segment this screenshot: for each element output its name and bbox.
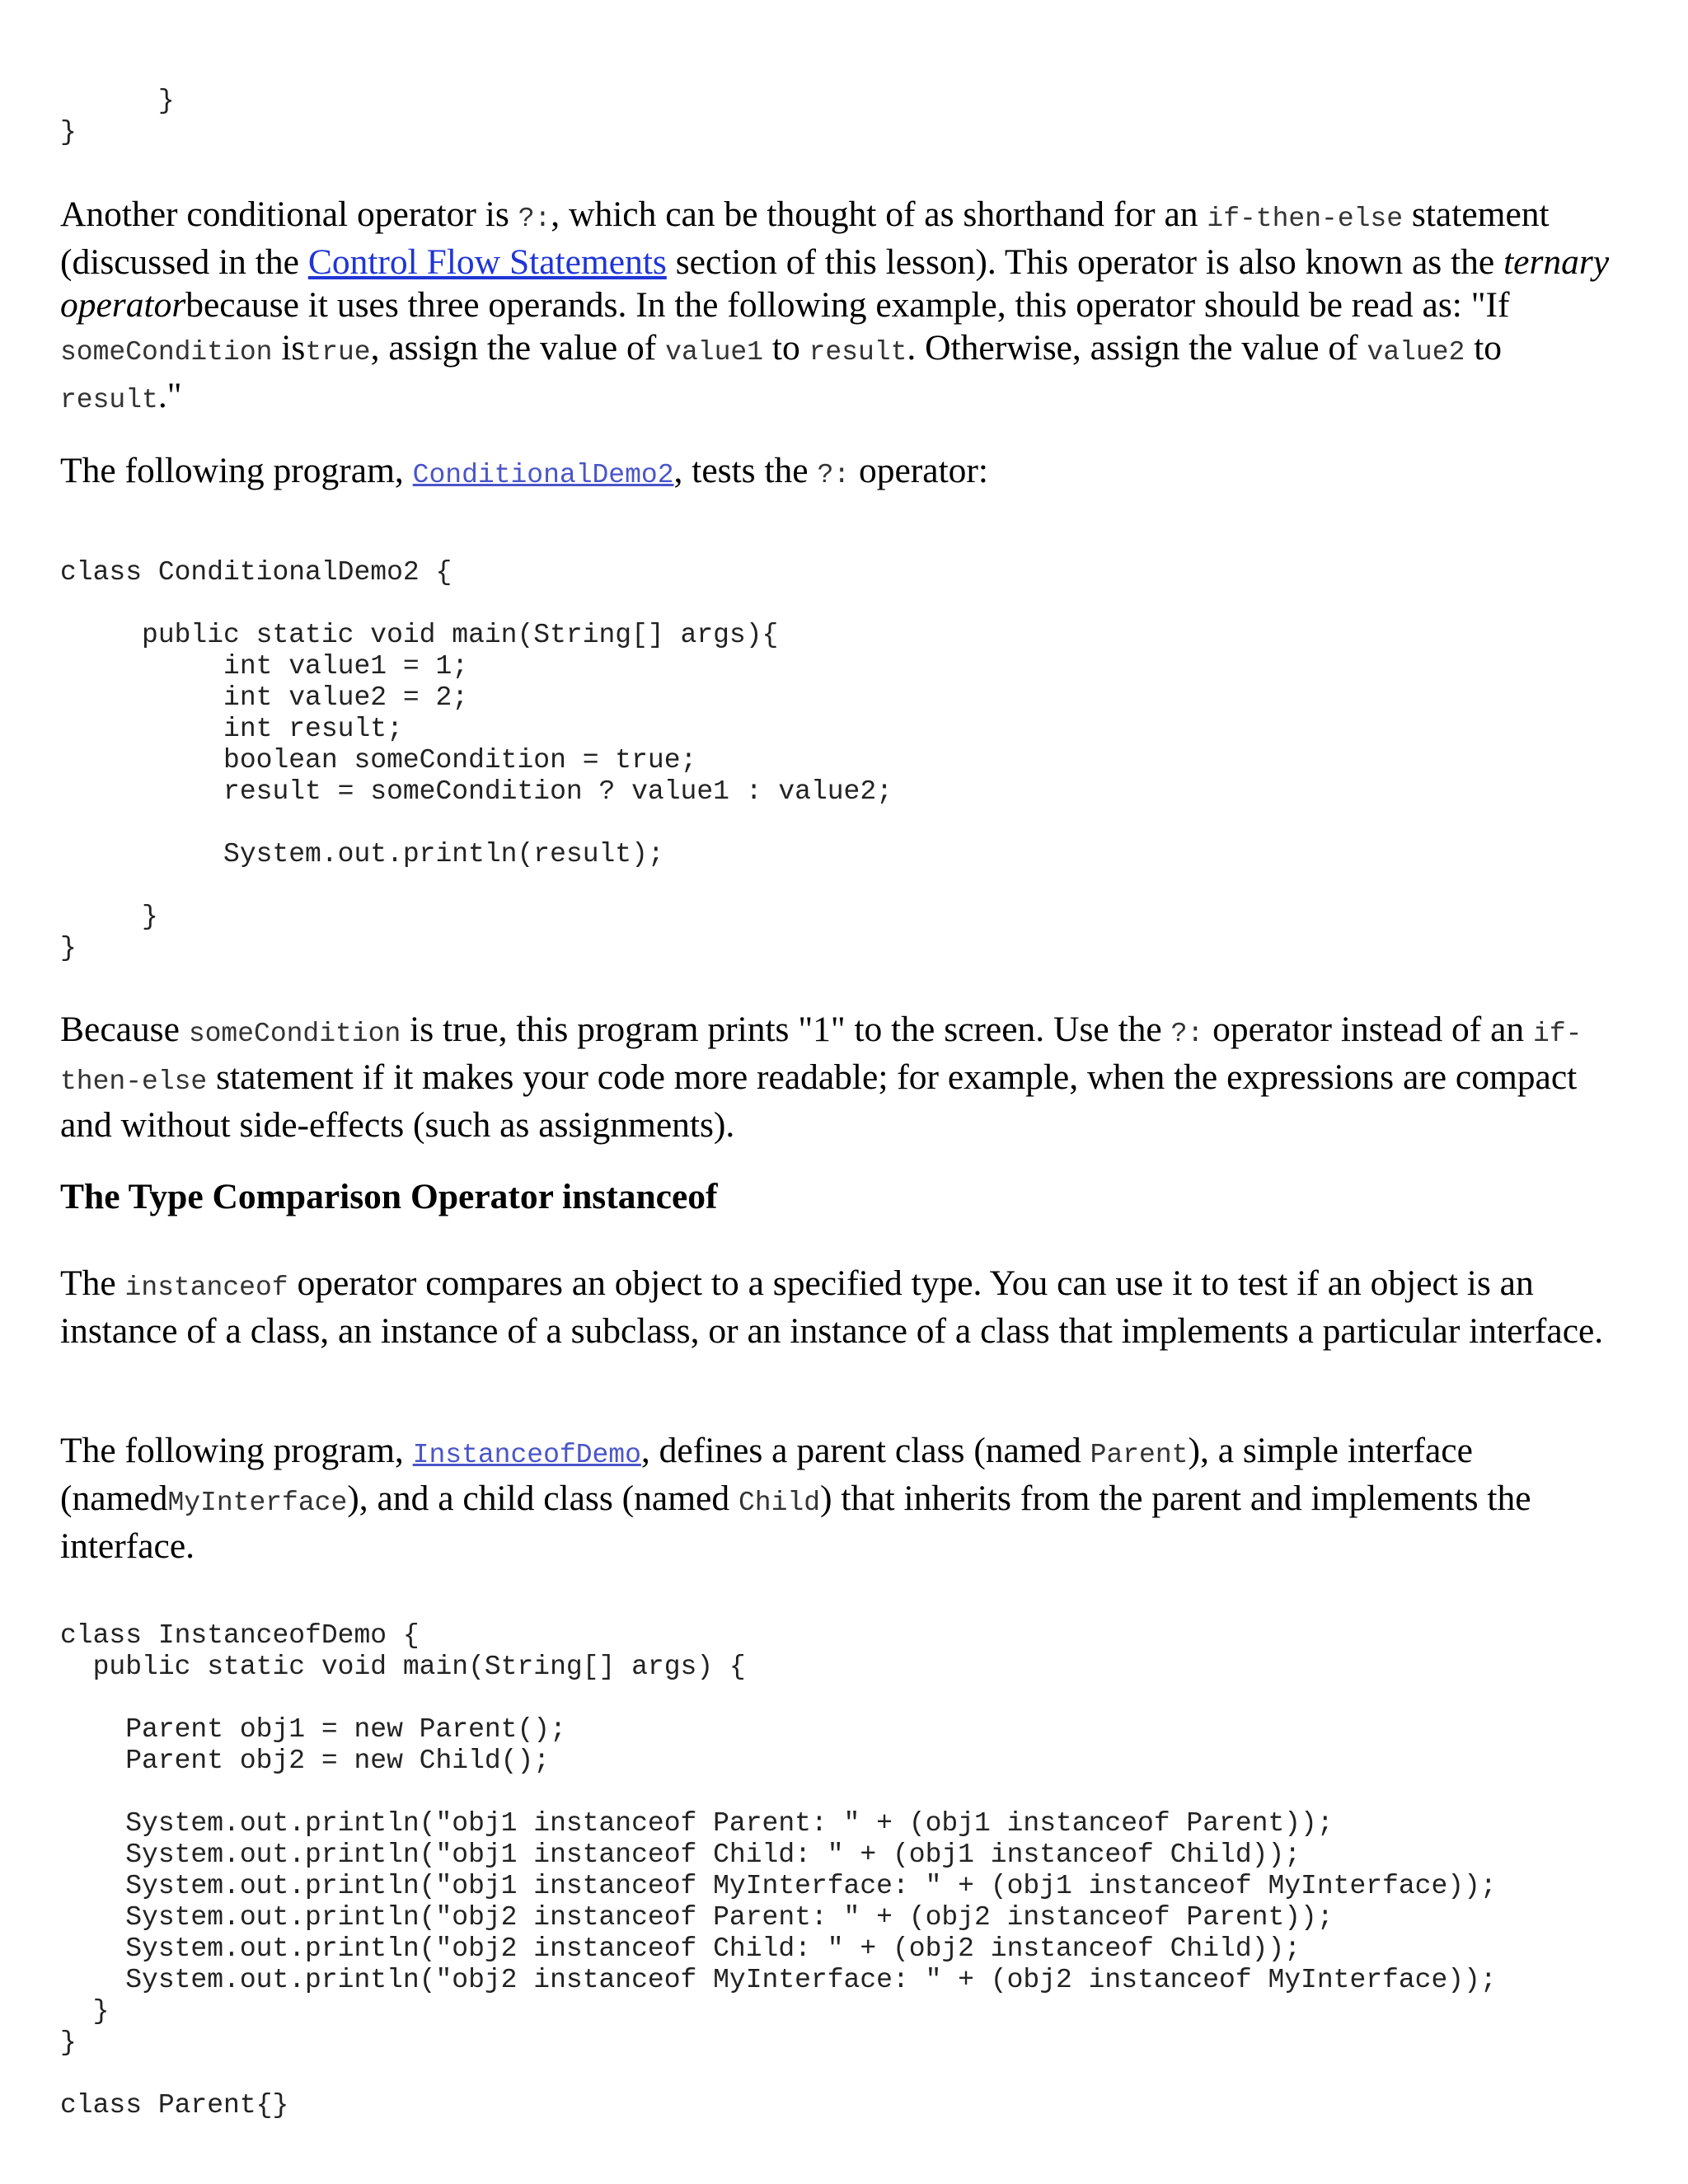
- text: is true, this program prints "1" to the screen. Use the: [401, 1010, 1171, 1049]
- text: . Otherwise, assign the value of: [907, 328, 1367, 368]
- text: operator compares an object to a specified type. You can use it to test if an object is an instance of a class, an instance of a subclass, or an instance of a class that implements a particular interface.: [60, 1263, 1604, 1351]
- text: ), a simple interface (named: [60, 1431, 1473, 1518]
- text: ) that inherits from the parent and implements the interface.: [60, 1479, 1531, 1566]
- inline-code: value2: [1367, 337, 1465, 368]
- inline-code: Child: [738, 1488, 821, 1518]
- inline-code: MyInterface: [167, 1488, 348, 1518]
- text: to: [1465, 328, 1503, 368]
- inline-code: ?:: [1170, 1019, 1204, 1049]
- inline-code: ?:: [817, 460, 851, 490]
- paragraph-instanceof-description: [60, 1262, 1618, 1352]
- emphasis-ternary-operator: ternary operator: [60, 242, 1610, 325]
- text: statement if it makes your code more readable; for example, when the expressions are compact and without side-effects (such as assignments).: [60, 1057, 1578, 1145]
- text: Another conditional operator is: [60, 194, 518, 234]
- inline-code: result: [809, 337, 907, 368]
- text: The following program,: [60, 451, 413, 490]
- inline-code: value1: [665, 337, 763, 368]
- paragraph-ternary-operator: [60, 193, 1618, 422]
- inline-code: someCondition: [188, 1019, 401, 1049]
- code-block-conditionaldemo2: class ConditionalDemo2 { public static void main(String[] args){ int value1 = 1; int value2 = 2; int result; boolean someCondition = true; result = someCondition ? value1 : value2; System.out.println(result); } }: [60, 557, 893, 963]
- text: , tests the: [673, 451, 818, 490]
- text: section of this lesson). This operator is also known as the: [666, 242, 1504, 282]
- inline-code: true: [305, 337, 371, 368]
- paragraph-conditional-explanation: [60, 1008, 1618, 1146]
- paragraph-conditionaldemo2-intro: [60, 449, 988, 497]
- text: The following program,: [60, 1431, 413, 1470]
- inline-code: if-then-else: [60, 1019, 1582, 1097]
- inline-code: Parent: [1090, 1440, 1189, 1470]
- control-flow-statements-link[interactable]: Control Flow Statements: [307, 242, 667, 282]
- instanceofdemo-link[interactable]: InstanceofDemo: [412, 1440, 641, 1470]
- inline-code: someCondition: [60, 337, 273, 368]
- text: ), and a child class (named: [347, 1479, 738, 1518]
- text: is: [272, 328, 306, 368]
- code-block-closing-braces: } }: [60, 86, 175, 148]
- code-block-instanceofdemo: class InstanceofDemo { public static void main(String[] args) { Parent obj1 = new Parent(); Parent obj2 = new Child(); System.out.println("obj1 instanceof Parent: " + (obj1 instanceof Parent)); System.out.println("obj1 instanceof Child: " + (obj1 instanceof Child)); System.out.println("obj1 instanceof MyInterface: " + (obj1 instanceof MyInterface)); System.out.println("obj2 instanceof Parent: " + (obj2 instanceof Parent)); System.out.println("obj2 instanceof Child: " + (obj2 instanceof Child)); System.out.println("obj2 instanceof MyInterface: " + (obj2 instanceof MyInterface)); } } class Parent{}: [60, 1620, 1497, 2121]
- paragraph-instanceofdemo-intro: [60, 1429, 1618, 1568]
- text: operator instead of an: [1203, 1010, 1534, 1049]
- text: , which can be thought of as shorthand for an: [551, 194, 1207, 234]
- text: The: [60, 1263, 125, 1303]
- text: Because: [60, 1010, 189, 1049]
- inline-code: if-then-else: [1207, 204, 1404, 234]
- text: .": [157, 376, 182, 415]
- text: , assign the value of: [370, 328, 666, 368]
- inline-code: instanceof: [124, 1272, 288, 1303]
- conditionaldemo2-link[interactable]: ConditionalDemo2: [412, 460, 674, 490]
- text: because it uses three operands. In the following example, this operator should be read as: "If: [185, 285, 1510, 325]
- text: statement (discussed in the: [60, 194, 1550, 282]
- inline-code: result: [60, 385, 158, 415]
- text: , defines a parent class (named: [640, 1431, 1090, 1470]
- section-heading-instanceof: The Type Comparison Operator instanceof: [60, 1177, 718, 1216]
- inline-code: ?:: [518, 204, 551, 234]
- text: to: [762, 328, 809, 368]
- text: operator:: [850, 451, 988, 490]
